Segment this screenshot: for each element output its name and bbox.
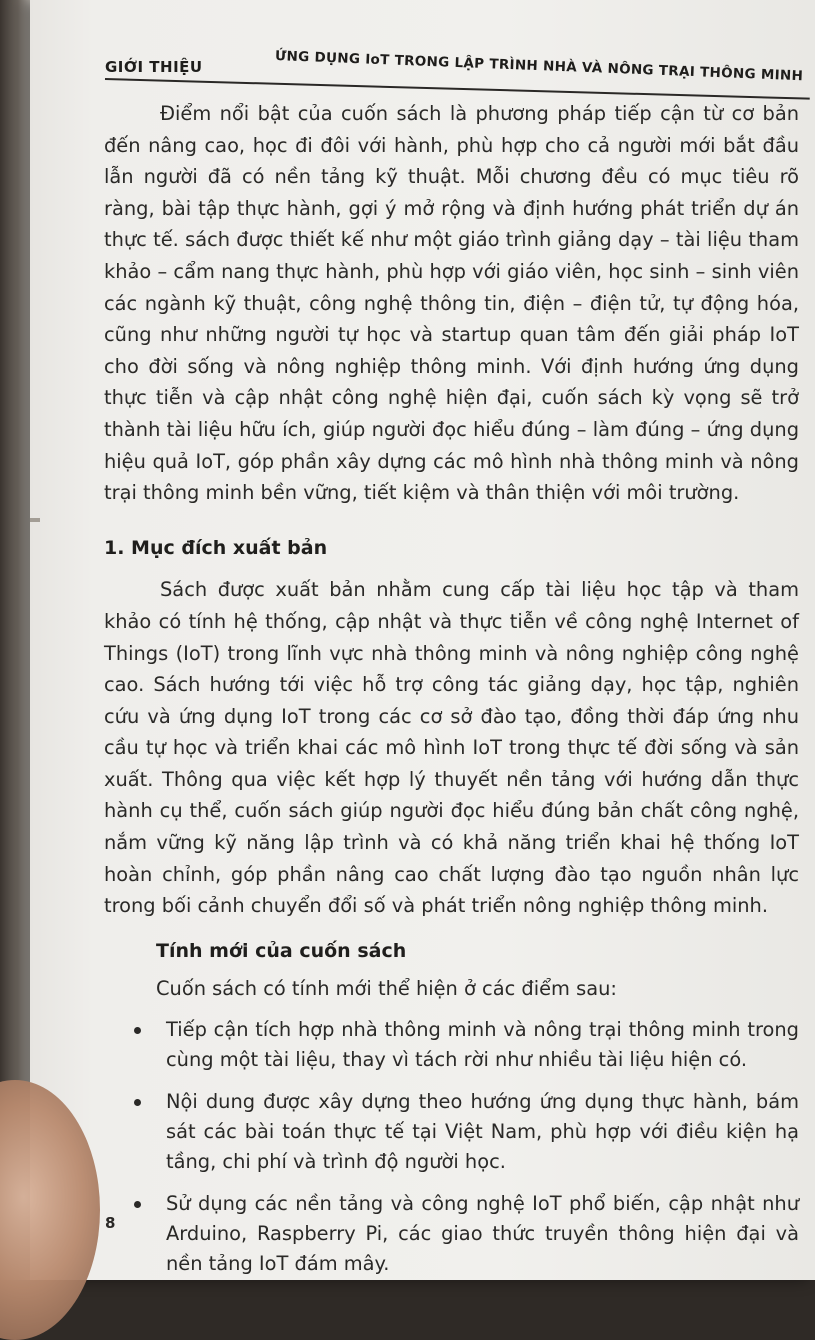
bullet-icon bbox=[134, 1027, 141, 1034]
list-item-text: Sử dụng các nền tảng và công nghệ IoT phổ biến, cập nhật như Arduino, Raspberry Pi, các giao thức truyền thông hiện đại và nền tảng IoT đám mây. bbox=[166, 1192, 799, 1276]
bullet-icon bbox=[134, 1201, 141, 1208]
running-header bbox=[105, 46, 810, 86]
page-content bbox=[104, 98, 799, 1291]
margin-mark bbox=[30, 518, 40, 522]
section-heading-purpose: 1. Mục đích xuất bản bbox=[104, 536, 328, 559]
novelty-list bbox=[104, 1015, 799, 1279]
novelty-intro: Cuốn sách có tính mới thể hiện ở các điểm sau: bbox=[156, 977, 617, 1001]
list-item bbox=[104, 1015, 799, 1075]
list-item bbox=[104, 1189, 799, 1279]
header-book-title: ỨNG DỤNG IoT TRONG LẬP TRÌNH NHÀ VÀ NÔNG TRẠI THÔNG MINH bbox=[275, 48, 804, 85]
page-number: 8 bbox=[105, 1214, 116, 1232]
intro-paragraph: Điểm nổi bật của cuốn sách là phương pháp tiếp cận từ cơ bản đến nâng cao, học đi đôi với hành, phù hợp cho cả người mới bắt đầu lẫn người đã có nền tảng kỹ thuật. Mỗi chương đều có mục tiêu rõ ràng, bài tập thực hành, gợi ý mở rộng và định hướng phát triển dự án thực tế. sách được thiết kế như một giáo trình giảng dạy – tài liệu tham khảo – cẩm nang thực hành, phù hợp với giáo viên, học sinh – sinh viên các ngành kỹ thuật, công nghệ thông tin, điện – điện tử, tự động hóa, cũng như những người tự học và startup quan tâm đến giải pháp IoT cho đời sống và nông nghiệp thông minh. Với định hướng ứng dụng thực tiễn và cập nhật công nghệ hiện đại, cuốn sách kỳ vọng sẽ trở thành tài liệu hữu ích, giúp người đọc hiểu đúng – làm đúng – ứng dụng hiệu quả IoT, góp phần xây dựng các mô hình nhà thông minh và nông trại thông minh bền vững, tiết kiệm và thân thiện với môi trường. bbox=[104, 102, 799, 505]
list-item-text: Tiếp cận tích hợp nhà thông minh và nông trại thông minh trong cùng một tài liệu, thay vì tách rời như nhiều tài liệu hiện có. bbox=[166, 1018, 799, 1072]
novelty-heading: Tính mới của cuốn sách bbox=[156, 939, 407, 962]
header-section-title: GIỚI THIỆU bbox=[105, 58, 203, 76]
list-item bbox=[104, 1087, 799, 1177]
purpose-paragraph: Sách được xuất bản nhằm cung cấp tài liệu học tập và tham khảo có tính hệ thống, cập nhật và thực tiễn về công nghệ Internet of Things (IoT) trong lĩnh vực nhà thông minh và nông nghiệp công nghệ cao. Sách hướng tới việc hỗ trợ công tác giảng dạy, học tập, nghiên cứu và ứng dụng IoT trong các cơ sở đào tạo, đồng thời đáp ứng nhu cầu tự học và triển khai các mô hình IoT trong thực tế đời sống và sản xuất. Thông qua việc kết hợp lý thuyết nền tảng với hướng dẫn thực hành cụ thể, cuốn sách giúp người đọc hiểu đúng bản chất công nghệ, nắm vững kỹ năng lập trình và có khả năng triển khai hệ thống IoT hoàn chỉnh, góp phần nâng cao chất lượng đào tạo nguồn nhân lực trong bối cảnh chuyển đổi số và phát triển nông nghiệp thông minh. bbox=[104, 578, 799, 918]
bullet-icon bbox=[134, 1099, 141, 1106]
list-item-text: Nội dung được xây dựng theo hướng ứng dụng thực hành, bám sát các bài toán thực tế tại Việt Nam, phù hợp với điều kiện hạ tầng, chi phí và trình độ người học. bbox=[166, 1090, 799, 1174]
